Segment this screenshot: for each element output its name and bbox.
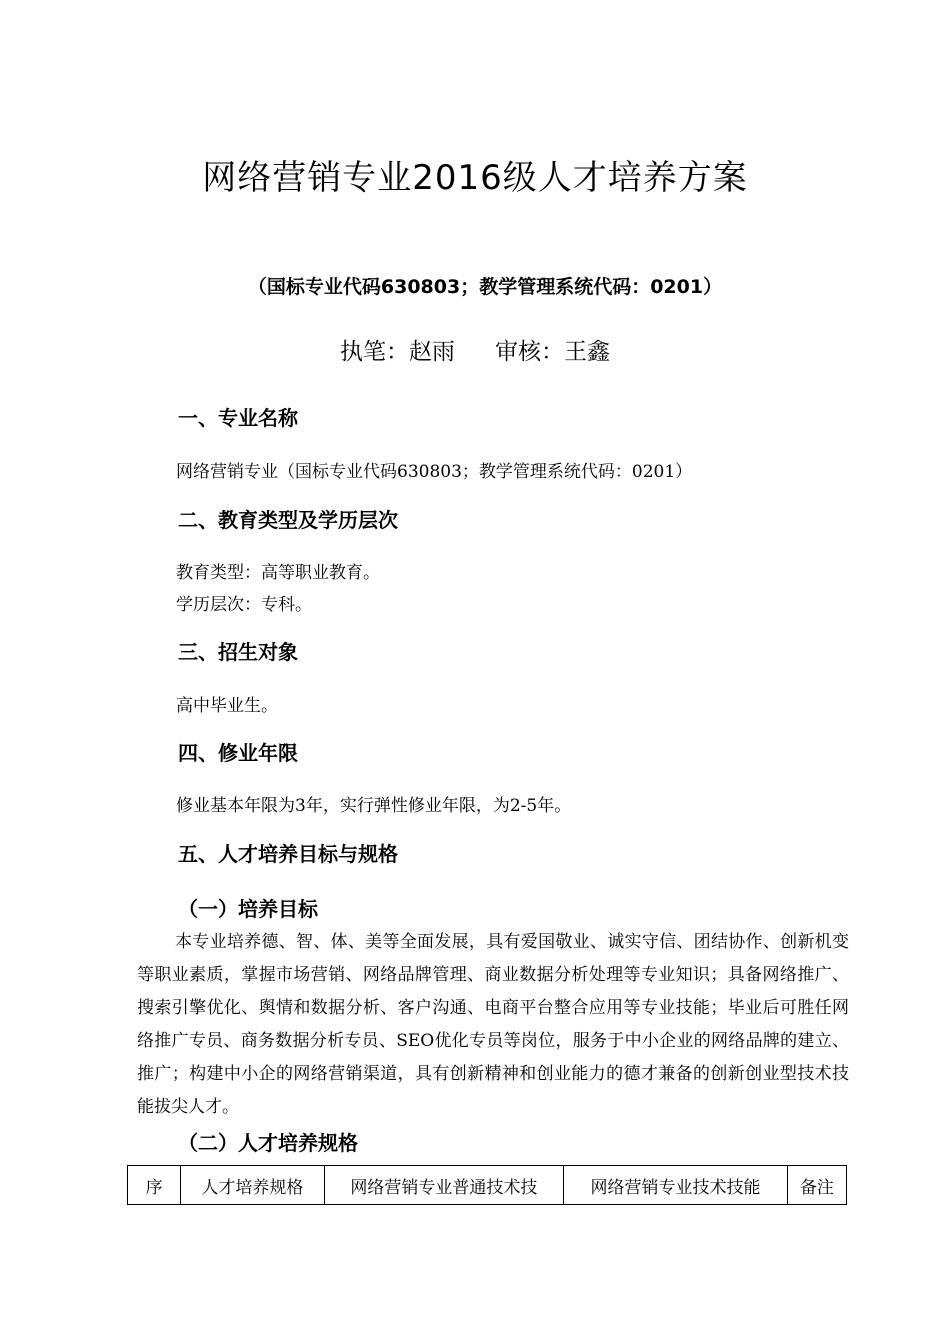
table-header-cell: 序 [128,1166,181,1205]
section-2-line-2: 学历层次：专科。 [176,595,312,615]
section-heading-2: 二、教育类型及学历层次 [178,508,398,532]
table-header-cell: 备注 [787,1166,846,1205]
goal-paragraph: 本专业培养德、智、体、美等全面发展，具有爱国敬业、诚实守信、团结协作、创新机变等职业素质，掌握市场营销、网络品牌管理、商业数据分析处理等专业知识；具备网络推广、搜索引擎优化、舆情和数据分析、客户沟通、电商平台整合应用等专业技能；毕业后可胜任网络推广专员、商务数据分析专员、SEO优化专员等岗位，服务于中小企业的网络品牌的建立、推广；构建中小企的网络营销渠道，具有创新精神和创业能力的德才兼备的创新创业型技术技能拔尖人才。 [137,932,849,1117]
section-heading-3: 三、招生对象 [178,640,298,664]
section-3-body: 高中毕业生。 [176,696,278,716]
reviewer-label: 审核：王鑫 [495,339,610,365]
section-heading-4: 四、修业年限 [178,741,298,765]
subsection-heading-spec: （二）人才培养规格 [178,1131,358,1155]
table-header-cell: 网络营销专业普通技术技 [324,1166,564,1205]
section-2-line-1: 教育类型：高等职业教育。 [176,563,380,583]
section-heading-5: 五、人才培养目标与规格 [178,842,398,866]
section-1-body: 网络营销专业（国标专业代码630803；教学管理系统代码：0201） [176,462,693,482]
section-4-body: 修业基本年限为3年，实行弹性修业年限，为2-5年。 [176,796,572,816]
document-title: 网络营销专业2016级人才培养方案 [202,158,748,198]
spec-table [127,1165,847,1205]
section-heading-1: 一、专业名称 [178,406,298,430]
table-header-row [128,1166,847,1205]
table-header-cell: 网络营销专业技术技能 [564,1166,788,1205]
author-line [340,333,610,366]
code-line: （国标专业代码630803；教学管理系统代码：0201） [247,276,723,298]
author-label: 执笔：赵雨 [340,339,455,365]
table-header-cell: 人才培养规格 [181,1166,324,1205]
subsection-heading-goal: （一）培养目标 [178,897,318,921]
